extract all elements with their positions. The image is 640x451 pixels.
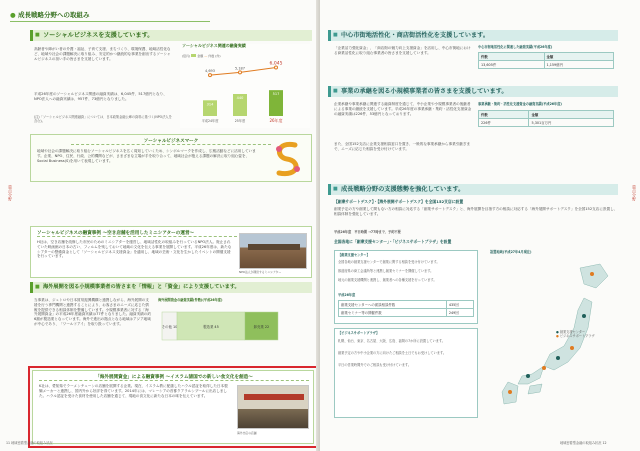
map-point-sapporo <box>590 272 594 276</box>
town-table-h2: 金額 <box>544 53 614 61</box>
plaza-item-1: 創業予定の方や中小企業の方に向けたご相談を土日でもお受けしています。 <box>338 351 447 355</box>
legend-count-swatch: — <box>204 54 208 58</box>
overseas-segment-label-1: 製造業 45 <box>203 325 219 329</box>
map-point-hiroshima <box>526 374 530 378</box>
legend-plaza-label: ビジネスサポートプラザ <box>559 334 595 339</box>
overseas-segment-label-2: 卸売業 22 <box>253 325 270 329</box>
social-count-label-0: 4,693 <box>204 69 216 74</box>
desk-stat: 平成26年度 平日時間 →77時まで、予約不要 <box>334 230 401 234</box>
case-text: K社は、愛知県でラーメンチェーンの店舗を展開する企業。現在、イスラム教に配慮したハラル認証を取得した日本製麺メーカーと連携し、国内外から好評を得ています。2014年には、マレーシアの首都クアラルンプールに出店しました。ハラル認証を受けた食材を使用した店舗を通じて、現地の食文化に新たな日本の味を伝えています。 <box>39 384 228 398</box>
cinema-photo-caption: NPO法人が運営するミニシアター <box>239 270 282 274</box>
town-table-v1: 13,605件 <box>479 61 545 69</box>
side-tab-right: 重点分野 <box>632 185 637 201</box>
town-text: 「企業活力強化資金」、「商店街の魅力向上支援資金」を活用し、中心市街地における商業活性化に取り組む事業者の皆さまを支援しています。 <box>334 46 471 55</box>
succession-table-v2: 5,301百万円 <box>529 119 614 127</box>
cinema-case-text: H社は、空き店舗を改修した市民のためのミニシアターを運営し、地域活性化の取組みを行っているNPO法人。廃止されていた映画館の日本の古い、フィルムを残しておいて地域の文化を伝える事業を展開しています。平成26年度は、新たなシアターの整備資金として「ソーシャルビジネス支援資金」を適用し、地域の芸術・文化を生かしたイベントの開催支援を行っています。 <box>37 240 232 259</box>
cinema-case-box <box>30 226 312 278</box>
social-count-point-1 <box>239 71 242 74</box>
overseas-chart-svg <box>158 304 308 358</box>
legend-amount: 金額 <box>197 54 204 58</box>
center-row-1-label: 創業セミナー等の開催件数 <box>339 309 447 317</box>
left-footer: 11 地域密着型金融の取組み状況 <box>6 441 53 445</box>
social-business-intro: 高齢者や障がい者の介護・福祉、子育て支援、まちづくり、環境保護、地域活性化など、地域や社会の課題解決に取り組み、安定的かつ継続的な事業を創出するソーシャルビジネスの担い手の皆さまを支援しています。 <box>34 47 171 61</box>
cinema-photo <box>239 233 307 269</box>
case-photo-caption: 海外出店の店舗 <box>237 431 257 435</box>
social-bar-label-0: 314 <box>206 102 214 107</box>
social-chart-svg <box>180 50 310 130</box>
center-row-0-value: 435回 <box>446 301 473 309</box>
town-table-v2: 1,159億円 <box>544 61 614 69</box>
center-item-1: 都道府県の商工会議所等と連携し創業セミナーを開催しています。 <box>338 269 434 273</box>
succession-table-h1: 件数 <box>479 111 529 119</box>
social-x-tick-1: 25年度 <box>234 119 246 123</box>
map-title: 設置地域(平成27年4月現在) <box>490 250 532 254</box>
overseas-chart <box>158 298 308 360</box>
social-chart-title: ソーシャルビジネス関連の融資実績 <box>182 43 246 48</box>
social-business-mark-logo <box>271 139 305 179</box>
header-icon: ● <box>10 11 16 19</box>
map-legend <box>556 330 626 339</box>
social-bar-label-1: 440 <box>236 96 244 100</box>
social-x-tick-2: 26年度 <box>269 118 283 123</box>
center-item-2: 地元の創業支援機関と連携し、創業者への各種支援を行っています。 <box>338 278 437 282</box>
legend-count: 件数 <box>208 54 215 58</box>
social-business-heading: ■ ソーシャルビジネスを支援しています。 <box>30 30 312 41</box>
desk-title: 【創業サポートデスク】・【海外展開サポートデスク】を全国152支店に設置 <box>334 199 464 204</box>
center-box-title: 【創業支援センター】 <box>338 253 370 257</box>
case-photo <box>237 385 309 429</box>
plaza-box <box>334 328 478 418</box>
succession-table-v1: 226件 <box>479 119 529 127</box>
plaza-item-0: 札幌、仙台、東京、名古屋、大阪、広島、福岡の7か所に設置しています。 <box>338 339 445 343</box>
social-legend-unit-right: (件) <box>215 54 221 58</box>
center-year: 平成26年度 <box>338 293 356 297</box>
social-business-stats: 平成26年度のソーシャルビジネス関連の融資実績は、6,045件、517億円となり、NPO法人への融資実績は、957件、73億円となりました。 <box>34 92 167 101</box>
center-item-0: 全国各地の創業支援センターで創業に関する相談を受け付けています。 <box>338 260 440 264</box>
social-x-tick-0: 平成24年度 <box>201 119 219 123</box>
shop-sign-icon <box>244 394 304 400</box>
succession-text2: また、全国152支店に企業支援相談窓口を置き、一般的な事業承継から事業引継ぎまで、ニーズに応じた相談を受け付けています。 <box>334 142 471 151</box>
page-header <box>10 10 210 22</box>
map-point-sendai <box>582 314 586 318</box>
social-legend-unit-left: (億円) <box>182 54 191 58</box>
center-box <box>334 250 478 324</box>
succession-table-h2: 金額 <box>529 111 614 119</box>
japan-map <box>488 258 618 428</box>
overseas-case-box <box>32 370 314 444</box>
map-point-fukuoka <box>508 390 512 394</box>
succession-table <box>478 110 614 127</box>
social-business-chart <box>180 44 310 128</box>
case-title: 「海外展開資金」による融資事例 ～イスラム諸国での新しい食文化を創造～ <box>39 374 309 381</box>
succession-table-title: 事業承継・集約・活性化支援資金の融資実績(平成26年度) <box>478 102 562 106</box>
side-tab-left: 重点分野 <box>8 185 13 201</box>
center-row-0-label: 創業支援センターへの面談相談件数 <box>339 301 447 309</box>
desk-text: 創業予定の方や創業して間もない方の相談に対応する「創業サポートデスク」と、海外展開を目指す方の相談に対応する「海外展開サポートデスク」を全国152支店に設置し、相談体制を強化しています。 <box>334 207 618 216</box>
right-page <box>320 0 640 451</box>
mark-text: 地域や社会の課題解決に取り組むソーシャルビジネスを広く周知していくため、シンボルマークを作成し、広報活動などに活用しています。企業、NPO、住民、行政、公的機関などが、さまざまな立場が手を取り合って、地域社会が抱える課題の解決に取り組む姿を、Social Business(S)を用いて表現しています。 <box>37 149 256 163</box>
center-row-1-value: 249回 <box>446 309 473 317</box>
social-chart-note: (注)「ソーシャルビジネス関連融資」については、日本政策金融公庫の資料に基づく(NPO法人を含む)。 <box>34 115 172 124</box>
cinema-roof-icon <box>248 244 300 250</box>
legend-center-label: 創業支援センター <box>559 330 586 334</box>
mark-heading: ソーシャルビジネスマーク <box>71 138 271 145</box>
social-count-label-2: 6,045 <box>269 61 283 67</box>
social-count-label-1: 5,187 <box>234 66 246 71</box>
succession-heading: ■ 事業の承継を図る小規模事業者の皆さまを支援しています。 <box>328 86 618 97</box>
overseas-heading: ■ 海外展開を図る小規模事業者の皆さまを「情報」と「資金」により支援しています。 <box>30 282 312 293</box>
legend-plaza-icon: ● <box>556 334 559 339</box>
map-point-osaka <box>542 366 546 370</box>
overseas-chart-title: 海外展開資金の融資実績(件数)(平成26年度) <box>158 298 223 302</box>
header-title: 成長戦略分野への取組み <box>17 11 90 19</box>
town-table-title: 中心市街地活性化に関連した融資実績(平成26年度) <box>478 45 553 49</box>
legend-amount-swatch <box>191 54 196 57</box>
map-point-nagoya <box>556 356 560 360</box>
social-mark-box <box>30 134 312 182</box>
plaza-item-2: 平日の営業時間外でのご相談も受け付けています。 <box>338 363 412 367</box>
center-table <box>338 300 474 317</box>
social-count-point-0 <box>209 74 212 77</box>
social-bar-label-2: 517 <box>272 92 280 97</box>
legend-center-icon: ● <box>556 330 559 334</box>
cinema-case-title: ソーシャルビジネスの融資事例 ～空き店舗を活用したミニシアターの運営～ <box>37 230 237 237</box>
right-footer: 地域密着型金融の取組み状況 12 <box>560 441 607 445</box>
town-heading: ■ 中心市街地活性化・商店街活性化を支援しています。 <box>328 30 618 41</box>
town-table-h1: 件数 <box>479 53 545 61</box>
plaza-title: 【ビジネスサポートプラザ】 <box>338 331 380 335</box>
center-heading: 全国各地に「創業支援センター」・「ビジネスサポートプラザ」を設置 <box>334 239 452 244</box>
overseas-segment-label-0: その他 10 <box>161 325 178 329</box>
startup-heading: ■ 成長戦略分野の支援態勢を強化しています。 <box>328 184 618 195</box>
overseas-text: 当事業は、ジェトロや日本貿易振興機構と連携しながら、海外展開の支援を行う専門機関と連携することにより、お客さまのニーズに応じた情報を提供できる相談体制を整備しています。小規模事業者に対する「海外展開資金」の平成26年度融資実績は77件となりました。融資実績の約6割が製造業となっています。海外で進出の拠点となる地域はアジア地域が中心であり、「ワールドアイ」を取り扱っています。 <box>34 298 151 326</box>
succession-text: 企業承継や事業承継に関連する融資制度を通じて、中小企業や小規模事業者の後継者による事業の継続を支援しています。平成26年度の事業承継・集約・活性化支援資金の融資実績は226件、53億円となっております。 <box>334 102 472 116</box>
left-page <box>0 0 318 451</box>
town-table <box>478 52 614 69</box>
social-legend <box>182 54 221 58</box>
map-point-tokyo <box>570 346 574 350</box>
